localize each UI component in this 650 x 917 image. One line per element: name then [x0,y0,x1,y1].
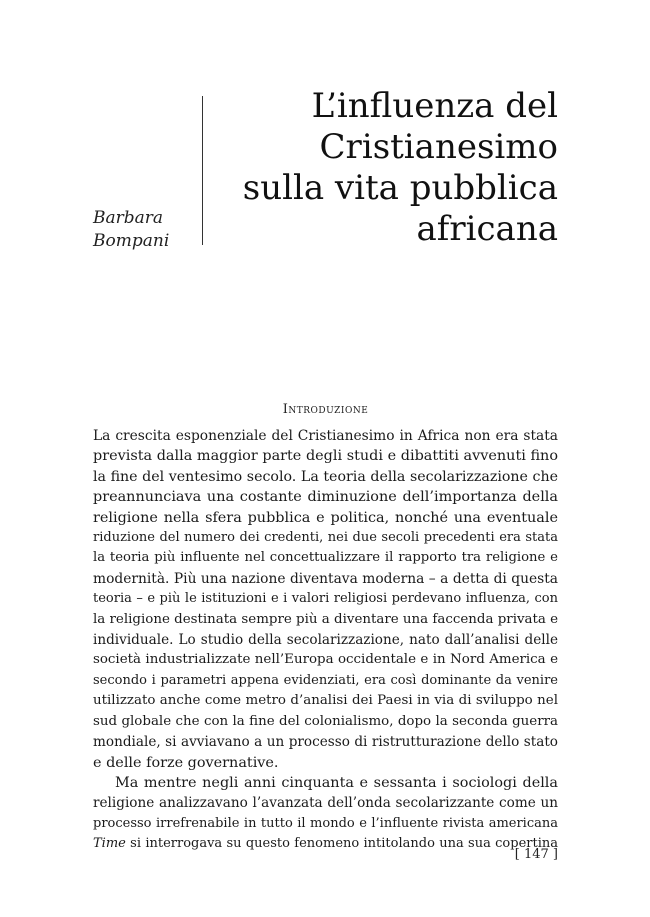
text-line: processo irrefrenabile in tutto il mondo e l’influente rivista americana [93,815,558,831]
text-line: e delle forze governative. [93,754,279,771]
text-line: secondo i parametri appena evidenziati, era così dominante da venire [93,672,558,688]
title-line: sulla vita pubblica [242,168,558,208]
text-line: Ma mentre negli anni cinquanta e sessanta i sociologi della [115,774,558,791]
title-line: Cristianesimo [319,127,558,167]
text-line: la teoria più influente nel concettualizzare il rapporto tra religione e [93,550,558,566]
page-number: [ 147 ] [514,847,558,862]
text-line: la religione destinata sempre più a diventare una faccenda privata e [93,611,558,627]
text-line: società industrializzate nell’Europa occidentale e in Nord America e [93,652,558,668]
author-first-name: Barbara [93,208,164,228]
section-heading: Introduzione [282,402,369,417]
text-line: sud globale che con la fine del colonialismo, dopo la seconda guerra [93,713,558,729]
text-line: teoria – e più le istituzioni e i valori religiosi perdevano influenza, con [93,591,558,607]
text-line: preannunciava una costante diminuzione dell’importanza della [93,489,558,506]
text-line: religione analizzavano l’avanzata dell’onda secolarizzante come un [93,795,558,812]
text-line: la fine del ventesimo secolo. La teoria della secolarizzazione che [93,468,558,485]
text-line: riduzione del numero dei credenti, nei due secoli precedenti era stata [93,530,558,546]
text-line: modernità. Più una nazione diventava moderna – a detta di questa [93,570,558,587]
author-name [93,207,193,253]
text-line: mondiale, si avviavano a un processo di ristrutturazione dello stato [93,734,558,751]
text-line: religione nella sfera pubblica e politica, nonché una eventuale [93,509,558,526]
paragraph-2 [93,773,558,834]
text-line: prevista dalla maggior parte degli studi e dibattiti avvenuti fino [93,448,558,465]
magazine-title: Time [93,836,126,852]
body-text [93,426,558,855]
chapter-title [215,86,558,250]
text-line: individuale. Lo studio della secolarizzazione, nato dall’analisi delle [93,632,558,649]
author-last-name: Bompani [93,231,170,251]
paragraph-2-last-line-text: si interrogava su questo fenomeno intitolando una sua copertina [125,836,558,852]
text-line: utilizzato anche come metro d’analisi dei Paesi in via di sviluppo nel [93,693,558,709]
vertical-divider [202,96,203,245]
paragraph-1 [93,426,558,773]
title-line: africana [416,209,558,249]
title-line: L’influenza del [311,86,558,126]
text-line: La crescita esponenziale del Cristianesimo in Africa non era stata [93,428,558,444]
